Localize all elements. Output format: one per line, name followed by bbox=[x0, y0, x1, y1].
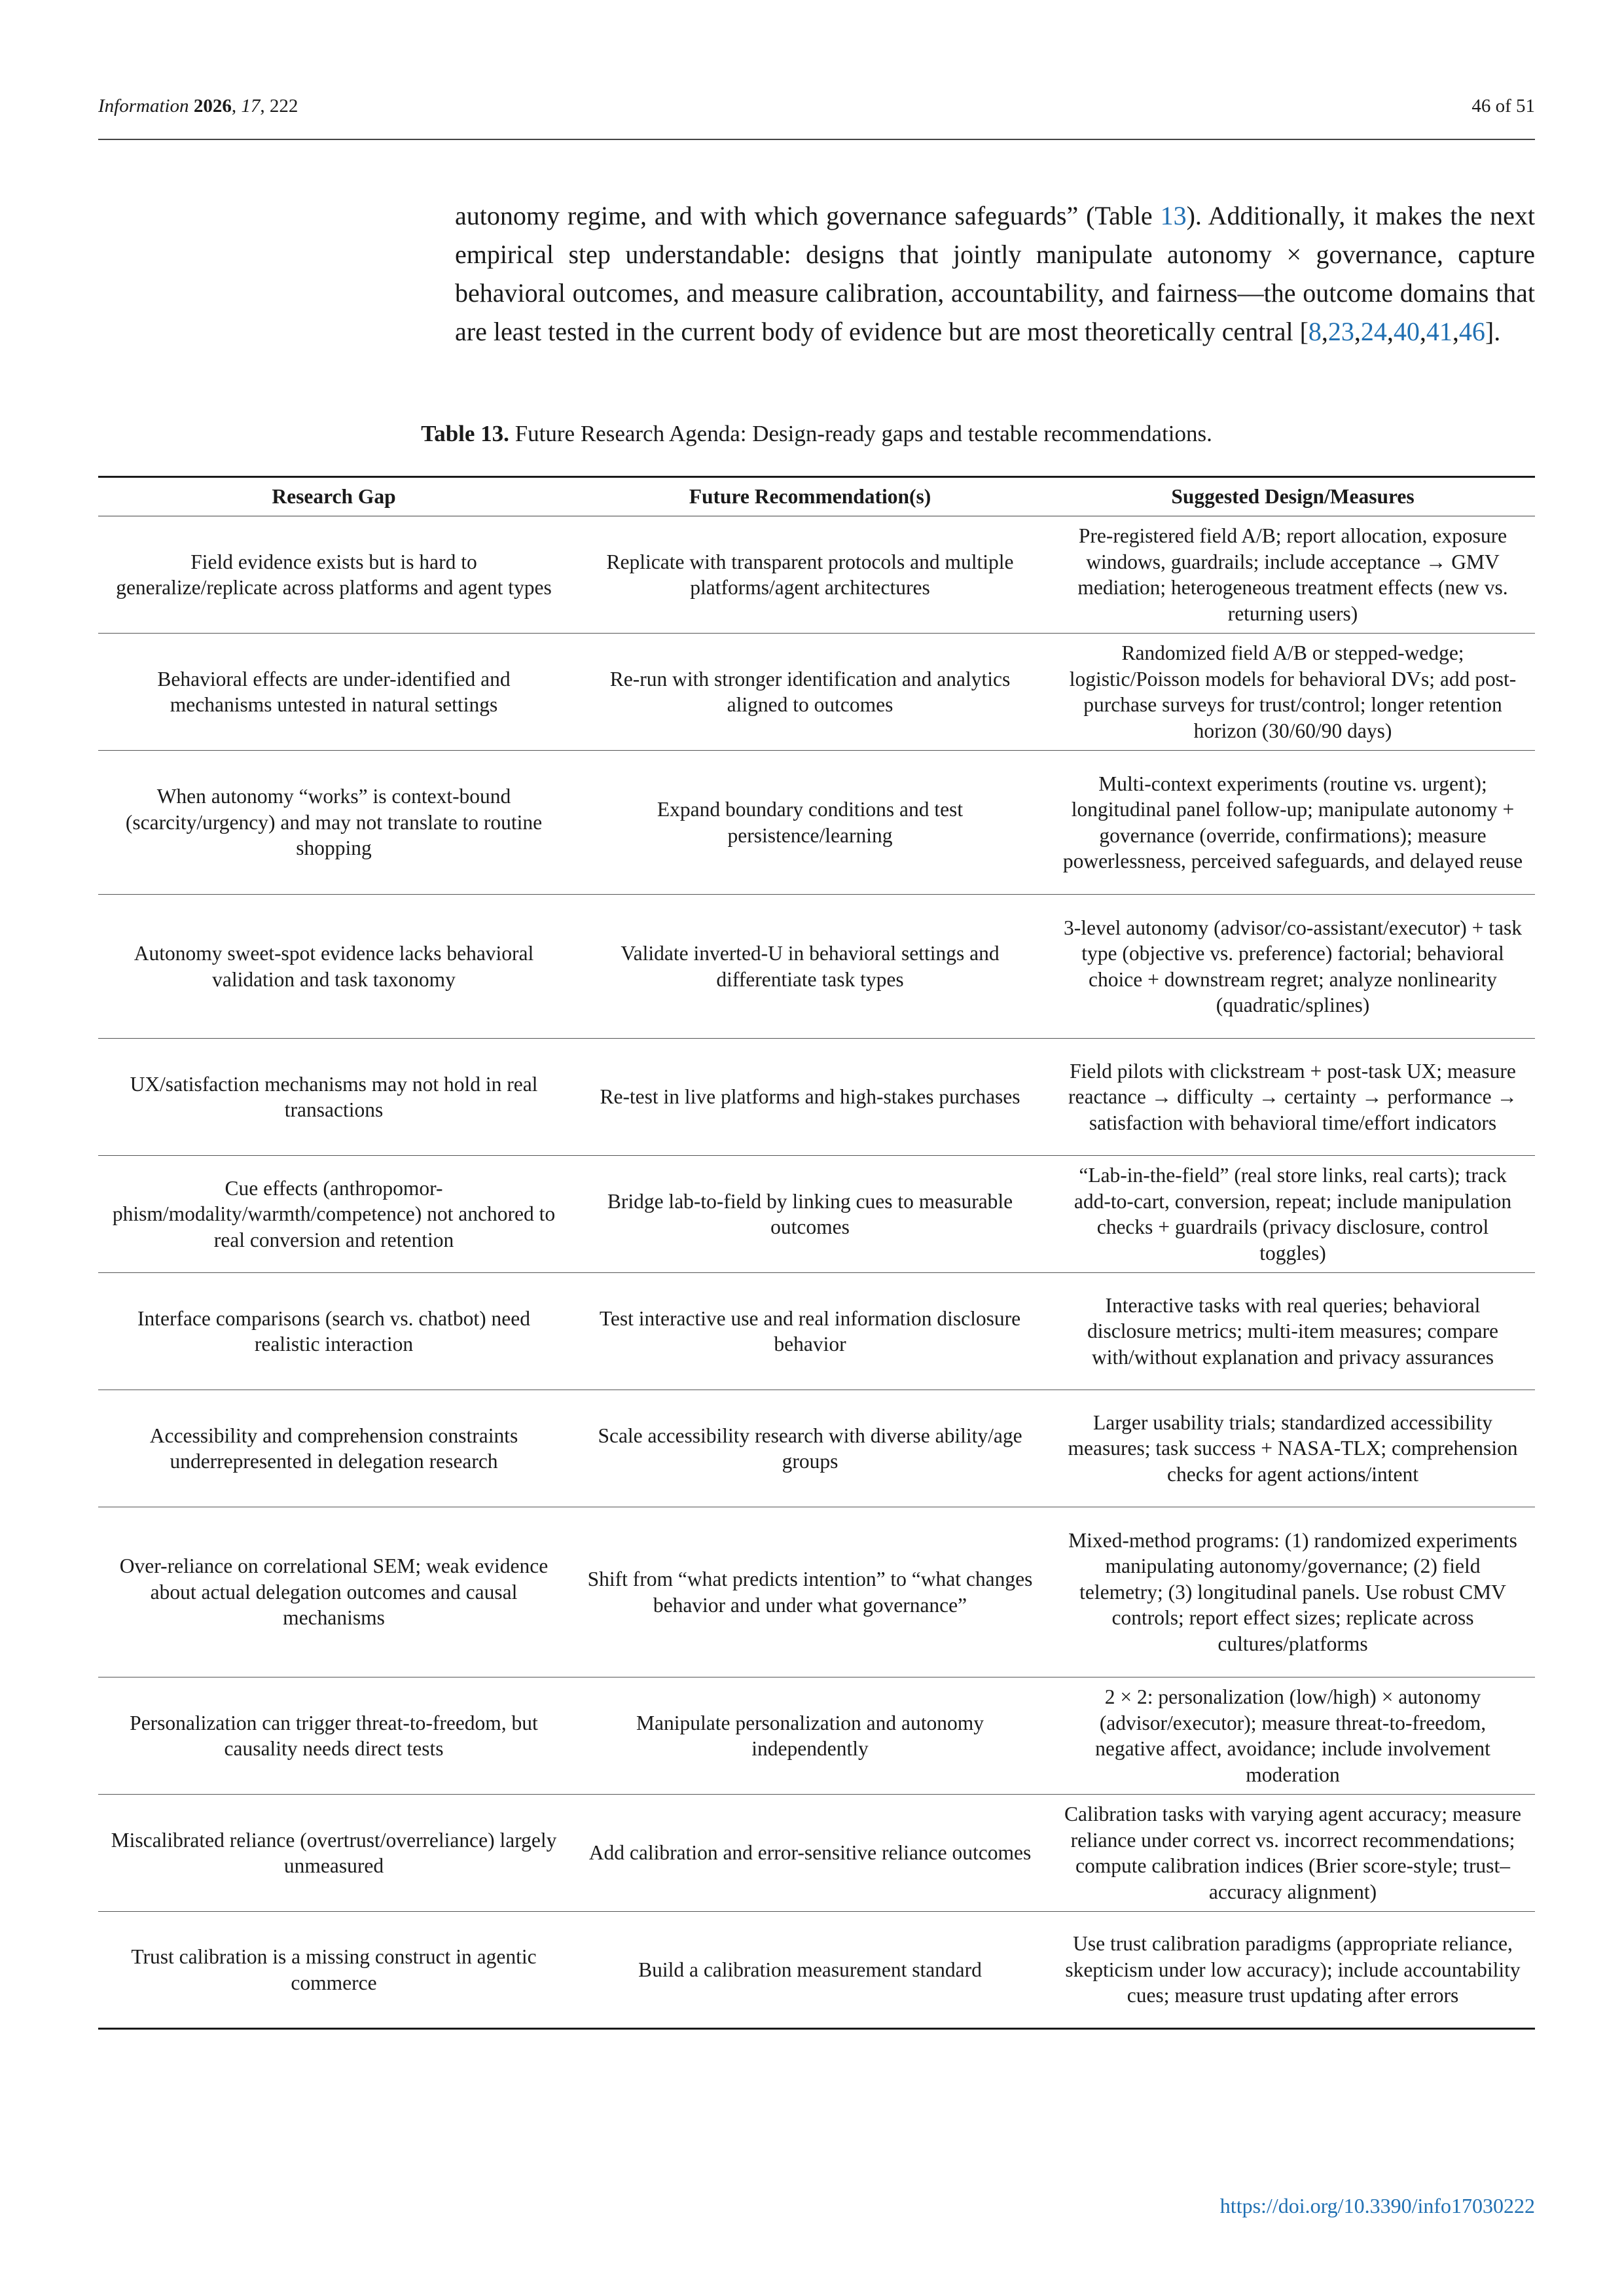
cell-design-measures: “Lab-in-the-field” (real store links, real carts); track add-to-cart, conversion, repeat; include manipulation checks + guardrails (privacy disclosure, control toggles) bbox=[1074, 1164, 1512, 1265]
cell-research-gap: Trust calibration is a missing construct in agentic commerce bbox=[131, 1945, 537, 1994]
cell-research-gap: Cue effects (anthropomor-phism/modality/warmth/competence) not anchored to real conversion and retention bbox=[112, 1176, 556, 1251]
cell-design-measures: Larger usability trials; standardized accessibility measures; task success + NASA-TLX; comprehension checks for agent actions/intent bbox=[1068, 1410, 1518, 1486]
cell-design-measures: Randomized field A/B or stepped-wedge; logistic/Poisson models for behavioral DVs; add post-purchase surveys for trust/control; longer retention horizon (30/60/90 days) bbox=[1069, 641, 1517, 742]
cell-research-gap: UX/satisfaction mechanisms may not hold in real transactions bbox=[130, 1072, 538, 1121]
table-row bbox=[98, 751, 1535, 895]
cell-recommendation: Manipulate personalization and autonomy independently bbox=[636, 1711, 984, 1760]
table-row bbox=[98, 1677, 1535, 1795]
cell-research-gap: Field evidence exists but is hard to generalize/replicate across platforms and agent types bbox=[116, 550, 552, 599]
citation-link[interactable]: 24 bbox=[1360, 317, 1387, 346]
table-row bbox=[98, 1273, 1535, 1390]
table-row bbox=[98, 1912, 1535, 2029]
cell-research-gap: Miscalibrated reliance (overtrust/overreliance) largely unmeasured bbox=[111, 1828, 557, 1877]
cell-recommendation: Re-run with stronger identification and analytics aligned to outcomes bbox=[609, 667, 1011, 716]
cell-design-measures: 3-level autonomy (advisor/co-assistant/executor) + task type (objective vs. preference) factorial; behavioral choice + downstream regret; analyze nonlinearity (quadratic/splines) bbox=[1063, 916, 1523, 1016]
journal-year: 2026 bbox=[193, 96, 232, 117]
table-row bbox=[98, 1795, 1535, 1912]
column-header-future-recommendations: Future Recommendation(s) bbox=[689, 485, 931, 509]
table-header-row bbox=[98, 477, 1535, 516]
cell-recommendation: Expand boundary conditions and test persistence/learning bbox=[657, 798, 964, 847]
table-caption-label: Table 13. bbox=[421, 421, 509, 446]
journal-name: Information bbox=[98, 96, 189, 117]
cell-recommendation: Build a calibration measurement standard bbox=[638, 1958, 982, 1981]
cell-recommendation: Re-test in live platforms and high-stakes purchases bbox=[600, 1085, 1020, 1109]
citation-link[interactable]: 40 bbox=[1393, 317, 1420, 346]
column-header-research-gap: Research Gap bbox=[272, 485, 396, 509]
cell-recommendation: Bridge lab-to-field by linking cues to measurable outcomes bbox=[607, 1189, 1013, 1238]
running-head bbox=[98, 93, 1535, 139]
cell-recommendation: Validate inverted-U in behavioral settings and differentiate task types bbox=[621, 942, 1000, 991]
doi-link[interactable]: https://doi.org/10.3390/info17030222 bbox=[1219, 2194, 1535, 2217]
body-paragraph: autonomy regime, and with which governance safeguards” (Table 13). Additionally, it makes the next empirical step understandable: designs that jointly manipulate autonomy × governance, capture behavioral outcomes, and measure calibration, accountability, and fairness—the outcome domains that are least tested in the current body of evidence but are most theoretically central [8,23,24,40,41,46]. bbox=[455, 201, 1535, 346]
table-caption bbox=[98, 419, 1535, 449]
cell-research-gap: Over-reliance on correlational SEM; weak evidence about actual delegation outcomes and causal mechanisms bbox=[119, 1554, 549, 1630]
cell-research-gap: Accessibility and comprehension constraints underrepresented in delegation research bbox=[149, 1424, 518, 1473]
table-row bbox=[98, 634, 1535, 751]
article-number: 222 bbox=[269, 96, 298, 117]
cell-research-gap: Personalization can trigger threat-to-freedom, but causality needs direct tests bbox=[130, 1711, 538, 1760]
citation-link[interactable]: 41 bbox=[1426, 317, 1453, 346]
research-agenda-table bbox=[98, 476, 1535, 2030]
table-link[interactable]: 13 bbox=[1160, 201, 1187, 230]
body-text-segment: autonomy regime, and with which governance safeguards” (Table bbox=[455, 201, 1161, 230]
body-text-segment: ). Additionally, it makes the next empirical step understandable: designs that jointly manipulate autonomy × governance, capture behavioral outcomes, and measure calibration, accountability, and fairness—the outcome domains that are least tested in the current body of evidence but are most theoretically central [ bbox=[455, 201, 1535, 346]
column-header-suggested-design: Suggested Design/Measures bbox=[1171, 485, 1415, 509]
cell-design-measures: Mixed-method programs: (1) randomized experiments manipulating autonomy/governance; (2) field telemetry; (3) longitudinal panels. Use robust CMV controls; report effect sizes; replicate across cultures/platforms bbox=[1068, 1528, 1517, 1655]
header-rule bbox=[98, 139, 1535, 140]
cell-design-measures: Use trust calibration paradigms (appropriate reliance, skepticism under low accuracy); include accountability cues; measure trust updating after errors bbox=[1065, 1932, 1521, 2007]
table-row bbox=[98, 1156, 1535, 1273]
cell-recommendation: Add calibration and error-sensitive reliance outcomes bbox=[588, 1841, 1032, 1865]
table-row bbox=[98, 516, 1535, 634]
cell-recommendation: Shift from “what predicts intention” to “what changes behavior and under what governance” bbox=[587, 1568, 1033, 1617]
cell-research-gap: Autonomy sweet-spot evidence lacks behavioral validation and task taxonomy bbox=[134, 942, 534, 991]
body-text-segment: ]. bbox=[1485, 317, 1501, 346]
cell-design-measures: Interactive tasks with real queries; behavioral disclosure metrics; multi-item measures; compare with/without explanation and privacy assurances bbox=[1087, 1293, 1499, 1369]
cell-recommendation: Test interactive use and real information disclosure behavior bbox=[599, 1306, 1021, 1355]
table-row bbox=[98, 1390, 1535, 1507]
table-row bbox=[98, 895, 1535, 1039]
citation-link[interactable]: 46 bbox=[1458, 317, 1485, 346]
cell-research-gap: Behavioral effects are under-identified and mechanisms untested in natural settings bbox=[157, 667, 511, 716]
table-row bbox=[98, 1039, 1535, 1156]
journal-citation: Information 2026, 17, 222 bbox=[98, 96, 298, 117]
cell-research-gap: Interface comparisons (search vs. chatbot) need realistic interaction bbox=[137, 1306, 530, 1355]
cell-research-gap: When autonomy “works” is context-bound (scarcity/urgency) and may not translate to routine shopping bbox=[125, 785, 543, 860]
citation-link[interactable]: 8 bbox=[1308, 317, 1322, 346]
cell-design-measures: Pre-registered field A/B; report allocation, exposure windows, guardrails; include acceptance → GMV mediation; heterogeneous treatment effects (new vs. returning users) bbox=[1077, 524, 1508, 625]
page-number: 46 of 51 bbox=[1471, 96, 1535, 117]
table-caption-text: Future Research Agenda: Design-ready gaps and testable recommendations. bbox=[509, 421, 1212, 446]
citation-link[interactable]: 23 bbox=[1327, 317, 1354, 346]
cell-recommendation: Replicate with transparent protocols and multiple platforms/agent architectures bbox=[606, 550, 1014, 599]
cell-recommendation: Scale accessibility research with diverse ability/age groups bbox=[598, 1424, 1022, 1473]
cell-design-measures: Calibration tasks with varying agent accuracy; measure reliance under correct vs. incorrect recommendations; compute calibration indices (Brier score-style; trust–accuracy alignment) bbox=[1064, 1803, 1521, 1903]
cell-design-measures: 2 × 2: personalization (low/high) × autonomy (advisor/executor); measure threat-to-freedom, negative affect, avoidance; include involvement moderation bbox=[1095, 1685, 1490, 1786]
table-row bbox=[98, 1507, 1535, 1677]
cell-design-measures: Field pilots with clickstream + post-task UX; measure reactance → difficulty → certainty → performance → satisfaction with behavioral time/effort indicators bbox=[1068, 1059, 1517, 1134]
journal-volume: 17 bbox=[241, 96, 261, 117]
cell-design-measures: Multi-context experiments (routine vs. urgent); longitudinal panel follow-up; manipulate autonomy + governance (override, confirmations); measure powerlessness, perceived safeguards, and delayed reuse bbox=[1062, 772, 1523, 872]
